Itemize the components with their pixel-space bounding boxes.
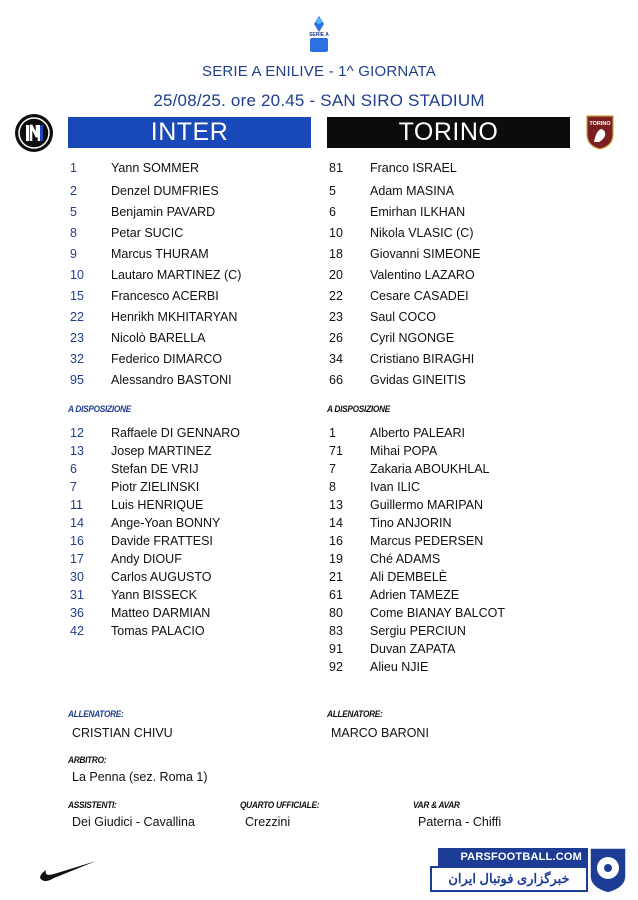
player-number: 23	[70, 331, 84, 345]
player-number: 16	[329, 534, 343, 548]
player-name: Gvidas GINEITIS	[370, 373, 466, 387]
player-number: 81	[329, 161, 343, 175]
player-number: 16	[70, 534, 84, 548]
player-name: Franco ISRAEL	[370, 161, 457, 175]
home-team-header: INTER	[68, 117, 311, 148]
player-name: Ché ADAMS	[370, 552, 441, 566]
player-name: Federico DIMARCO	[111, 352, 223, 366]
player-number: 5	[329, 184, 336, 198]
inter-crest-icon	[14, 113, 54, 153]
player-name: Denzel DUMFRIES	[111, 184, 219, 198]
player-name: Matteo DARMIAN	[111, 606, 211, 620]
watermark-site: PARSFOOTBALL.COM	[438, 848, 588, 866]
player-name: Adrien TAMEZE	[370, 588, 460, 602]
player-name: Tomas PALACIO	[111, 624, 205, 638]
player-name: Petar SUCIC	[111, 226, 184, 240]
player-number: 15	[70, 289, 84, 303]
player-name: Valentino LAZARO	[370, 268, 475, 282]
player-number: 21	[329, 570, 343, 584]
player-number: 10	[329, 226, 343, 240]
player-number: 34	[329, 352, 343, 366]
player-name: Piotr ZIELINSKI	[111, 480, 200, 494]
var-names: Paterna - Chiffi	[418, 815, 502, 829]
player-number: 14	[329, 516, 343, 530]
player-number: 17	[70, 552, 84, 566]
player-name: Davide FRATTESI	[111, 534, 213, 548]
league-logo-text: SERIE A	[309, 32, 329, 38]
player-name: Come BIANAY BALCOT	[370, 606, 505, 620]
player-number: 36	[70, 606, 84, 620]
assistants-label: ASSISTENTI:	[68, 800, 117, 810]
player-number: 5	[70, 205, 77, 219]
player-name: Josep MARTINEZ	[111, 444, 212, 458]
player-name: Duvan ZAPATA	[370, 642, 456, 656]
player-name: Yann SOMMER	[111, 161, 199, 175]
player-name: Cesare CASADEI	[370, 289, 469, 303]
player-number: 71	[329, 444, 343, 458]
parsfootball-watermark	[430, 846, 630, 894]
inter-lineup	[70, 0, 320, 700]
player-number: 23	[329, 310, 343, 324]
player-name: Guillermo MARIPAN	[370, 498, 483, 512]
player-number: 6	[70, 462, 77, 476]
player-number: 91	[329, 642, 343, 656]
inter-coach-name: CRISTIAN CHIVU	[72, 726, 173, 740]
player-name: Cyril NGONGE	[370, 331, 455, 345]
player-number: 22	[329, 289, 343, 303]
player-number: 11	[70, 498, 83, 512]
torino-lineup	[329, 0, 579, 700]
player-name: Cristiano BIRAGHI	[370, 352, 475, 366]
player-name: Ivan ILIC	[370, 480, 421, 494]
torino-crest-text: TORINO	[589, 121, 611, 127]
player-name: Marcus PEDERSEN	[370, 534, 484, 548]
torino-coach-label: ALLENATORE:	[327, 709, 383, 719]
player-name: Alieu NJIE	[370, 660, 429, 674]
player-number: 26	[329, 331, 343, 345]
player-name: Giovanni SIMEONE	[370, 247, 481, 261]
player-number: 66	[329, 373, 343, 387]
assistants-names: Dei Giudici - Cavallina	[72, 815, 195, 829]
player-name: Ali DEMBELÈ	[370, 570, 448, 584]
player-name: Saul COCO	[370, 310, 436, 324]
watermark-agency: خبرگزاری فوتبال ایران	[430, 866, 588, 892]
player-name: Zakaria ABOUKHLAL	[370, 462, 490, 476]
player-name: Yann BISSECK	[111, 588, 197, 602]
player-name: Sergiu PERCIUN	[370, 624, 466, 638]
match-datetime-venue: 25/08/25. ore 20.45 - SAN SIRO STADIUM	[153, 91, 485, 110]
player-number: 8	[70, 226, 77, 240]
player-number: 1	[329, 426, 336, 440]
player-name: Lautaro MARTINEZ (C)	[111, 268, 242, 282]
player-name: Tino ANJORIN	[370, 516, 452, 530]
player-name: Luis HENRIQUE	[111, 498, 204, 512]
torino-coach-name: MARCO BARONI	[331, 726, 429, 740]
player-number: 32	[70, 352, 84, 366]
player-name: Alberto PALEARI	[370, 426, 465, 440]
player-number: 7	[70, 480, 77, 494]
player-number: 30	[70, 570, 84, 584]
fourth-official-name: Crezzini	[245, 815, 291, 829]
var-label: VAR & AVAR	[413, 800, 460, 810]
parsfootball-logo-icon	[586, 846, 630, 894]
referee-name: La Penna (sez. Roma 1)	[72, 770, 208, 784]
player-number: 7	[329, 462, 336, 476]
player-name: Raffaele DI GENNARO	[111, 426, 240, 440]
player-name: Adam MASINA	[370, 184, 455, 198]
player-name: Alessandro BASTONI	[111, 373, 232, 387]
player-number: 1	[70, 161, 77, 175]
player-name: Stefan DE VRIJ	[111, 462, 199, 476]
player-name: Ange-Yoan BONNY	[111, 516, 221, 530]
player-name: Nikola VLASIC (C)	[370, 226, 474, 240]
player-number: 42	[70, 624, 84, 638]
player-name: Francesco ACERBI	[111, 289, 219, 303]
player-number: 9	[70, 247, 77, 261]
player-name: Marcus THURAM	[111, 247, 209, 261]
player-number: 20	[329, 268, 343, 282]
player-number: 14	[70, 516, 84, 530]
player-number: 83	[329, 624, 343, 638]
player-number: 22	[70, 310, 84, 324]
away-team-header: TORINO	[327, 117, 570, 148]
player-number: 92	[329, 660, 343, 674]
fourth-official-label: QUARTO UFFICIALE:	[240, 800, 320, 810]
player-number: 10	[70, 268, 84, 282]
player-name: Andy DIOUF	[111, 552, 182, 566]
player-number: 31	[70, 588, 84, 602]
inter-coach-label: ALLENATORE:	[68, 709, 124, 719]
player-number: 19	[329, 552, 343, 566]
player-name: Emirhan ILKHAN	[370, 205, 466, 219]
player-number: 13	[70, 444, 84, 458]
referee-label: ARBITRO:	[68, 755, 107, 765]
torino-crest-icon	[585, 114, 615, 150]
player-number: 2	[70, 184, 77, 198]
player-number: 6	[329, 205, 336, 219]
player-number: 80	[329, 606, 343, 620]
round-title: SERIE A ENILIVE - 1^ GIORNATA	[201, 63, 436, 80]
nike-swoosh-icon	[38, 858, 98, 884]
torino-bench-label: A DISPOSIZIONE	[327, 404, 391, 414]
inter-bench-label: A DISPOSIZIONE	[68, 404, 132, 414]
player-name: Mihai POPA	[370, 444, 438, 458]
player-name: Henrikh MKHITARYAN	[111, 310, 238, 324]
player-number: 95	[70, 373, 84, 387]
player-number: 18	[329, 247, 343, 261]
player-number: 8	[329, 480, 336, 494]
player-name: Benjamin PAVARD	[111, 205, 216, 219]
player-number: 12	[70, 426, 84, 440]
player-name: Nicolò BARELLA	[111, 331, 206, 345]
player-number: 13	[329, 498, 343, 512]
player-number: 61	[329, 588, 343, 602]
player-name: Carlos AUGUSTO	[111, 570, 212, 584]
